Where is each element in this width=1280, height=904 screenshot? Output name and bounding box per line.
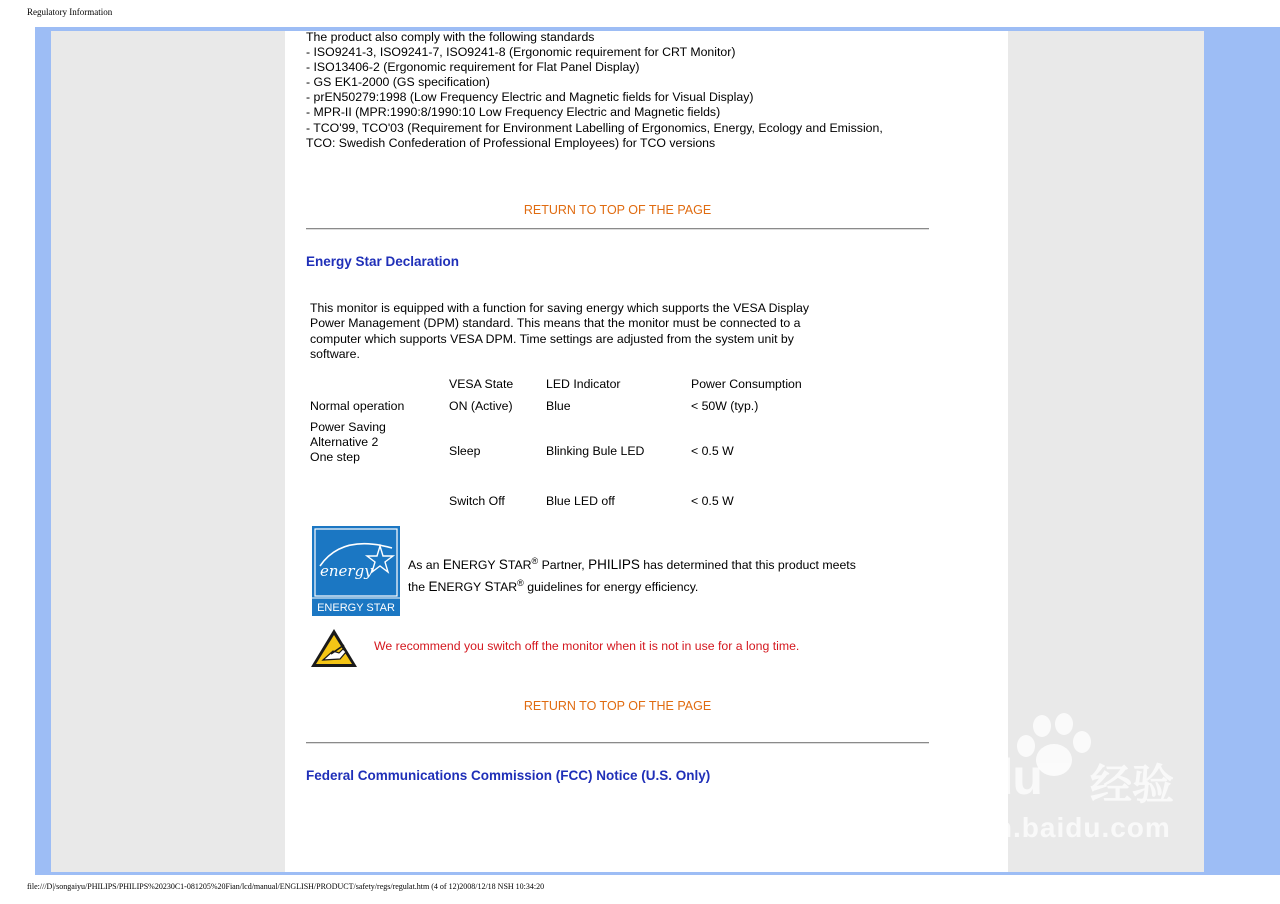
partner-s: S — [498, 557, 508, 573]
energy-star-logo-label: ENERGY STAR — [317, 602, 395, 614]
table-cell-led: Blue — [546, 399, 571, 413]
left-margin-panel — [51, 31, 285, 872]
table-header-power-consumption: Power Consumption — [691, 377, 802, 391]
energy-star-logo-icon — [312, 526, 400, 616]
section-divider — [306, 742, 929, 744]
partner-e: E — [428, 579, 438, 595]
table-cell-mode-line: Alternative 2 — [310, 435, 379, 450]
standards-line: - GS EK1-2000 (GS specification) — [306, 75, 490, 90]
energy-star-heading: Energy Star Declaration — [306, 254, 460, 269]
warning-hand-icon — [309, 627, 359, 669]
standards-line: TCO: Swedish Confederation of Professional Employees) for TCO versions — [306, 135, 716, 150]
partner-mid: Partner, — [538, 558, 589, 573]
standards-line: - ISO13406-2 (Ergonomic requirement for Flat Panel Display) — [306, 60, 640, 75]
standards-list — [306, 30, 883, 151]
table-header-vesa-state: VESA State — [449, 377, 514, 391]
table-cell-led: Blinking Bule LED — [546, 444, 645, 458]
return-to-top-link[interactable]: RETURN TO TOP OF THE PAGE — [523, 203, 712, 217]
partner-tar: TAR — [493, 580, 518, 595]
watermark-du: du — [982, 749, 1042, 805]
table-cell-state: Sleep — [449, 444, 481, 458]
energy-star-partner-text — [408, 552, 856, 596]
content-area — [285, 31, 1008, 872]
table-cell-state: Switch Off — [449, 494, 505, 508]
partner-line-1 — [408, 552, 856, 574]
partner-line-2 — [408, 574, 856, 596]
registered-mark: ® — [531, 556, 539, 566]
partner-e: E — [442, 557, 452, 573]
partner-nergy: NERGY — [437, 580, 485, 595]
table-cell-power: < 50W (typ.) — [691, 399, 759, 413]
table-cell-power: < 0.5 W — [691, 444, 734, 458]
partner-line2-suffix: guidelines for energy efficiency. — [523, 580, 699, 595]
energy-script-text: energy — [320, 562, 373, 580]
partner-suffix: has determined that this product meets — [639, 558, 856, 573]
baidu-watermark-wordmark — [908, 748, 1042, 806]
registered-mark: ® — [517, 578, 524, 589]
standards-line: - prEN50279:1998 (Low Frequency Electric and Magnetic fields for Visual Display) — [306, 90, 754, 105]
table-cell-state: ON (Active) — [449, 399, 513, 413]
table-cell-mode: Normal operation — [310, 399, 405, 413]
document-footer-path: file:///D|/songaiyu/PHILIPS/PHILIPS%20230C1-081205%20Fian/lcd/manual/ENGLISH/PRODUCT/safety/regs/regulat.htm (4 of 12)2008/12/18 NSH 10:34:20 — [27, 882, 545, 891]
watermark-jingyan: 经验 — [1090, 761, 1175, 808]
table-cell-mode-line: One step — [310, 450, 360, 465]
table-cell-power: < 0.5 W — [691, 494, 734, 508]
watermark-url: jingyan.baidu.com — [908, 812, 1171, 843]
energy-star-intro: This monitor is equipped with a function for saving energy which supports the VESA Display Power Management (DPM) standard. This means that the monitor must be connected to a computer which supports VESA DPM. Time settings are adjusted from the system unit by software. — [310, 301, 809, 362]
partner-tar: TAR — [507, 558, 532, 573]
partner-nergy: NERGY — [451, 558, 499, 573]
partner-prefix: As an — [408, 558, 443, 573]
standards-line: - TCO'99, TCO'03 (Requirement for Environment Labelling of Ergonomics, Energy, Ecology and Emission, — [306, 120, 883, 135]
partner-brand: PHILIPS — [588, 557, 640, 573]
standards-line: - ISO9241-3, ISO9241-7, ISO9241-8 (Ergonomic requirement for CRT Monitor) — [306, 45, 736, 60]
switch-off-recommendation: We recommend you switch off the monitor when it is not in use for a long time. — [374, 639, 800, 653]
return-to-top-link[interactable]: RETURN TO TOP OF THE PAGE — [523, 699, 712, 713]
partner-s: S — [484, 579, 494, 595]
standards-line: - MPR-II (MPR:1990:8/1990:10 Low Frequency Electric and Magnetic fields) — [306, 105, 721, 120]
table-cell-mode — [310, 420, 386, 466]
table-cell-mode-line: Power Saving — [310, 420, 386, 434]
table-cell-led: Blue LED off — [546, 494, 615, 508]
watermark-bai: Bai — [908, 749, 983, 805]
document-header-title: Regulatory Information — [27, 7, 113, 17]
partner-line2-prefix: the — [408, 580, 429, 595]
table-header-led-indicator: LED Indicator — [546, 377, 621, 391]
standards-line: The product also comply with the following standards — [306, 30, 595, 44]
section-divider — [306, 228, 929, 230]
fcc-notice-heading: Federal Communications Commission (FCC) Notice (U.S. Only) — [306, 768, 711, 783]
